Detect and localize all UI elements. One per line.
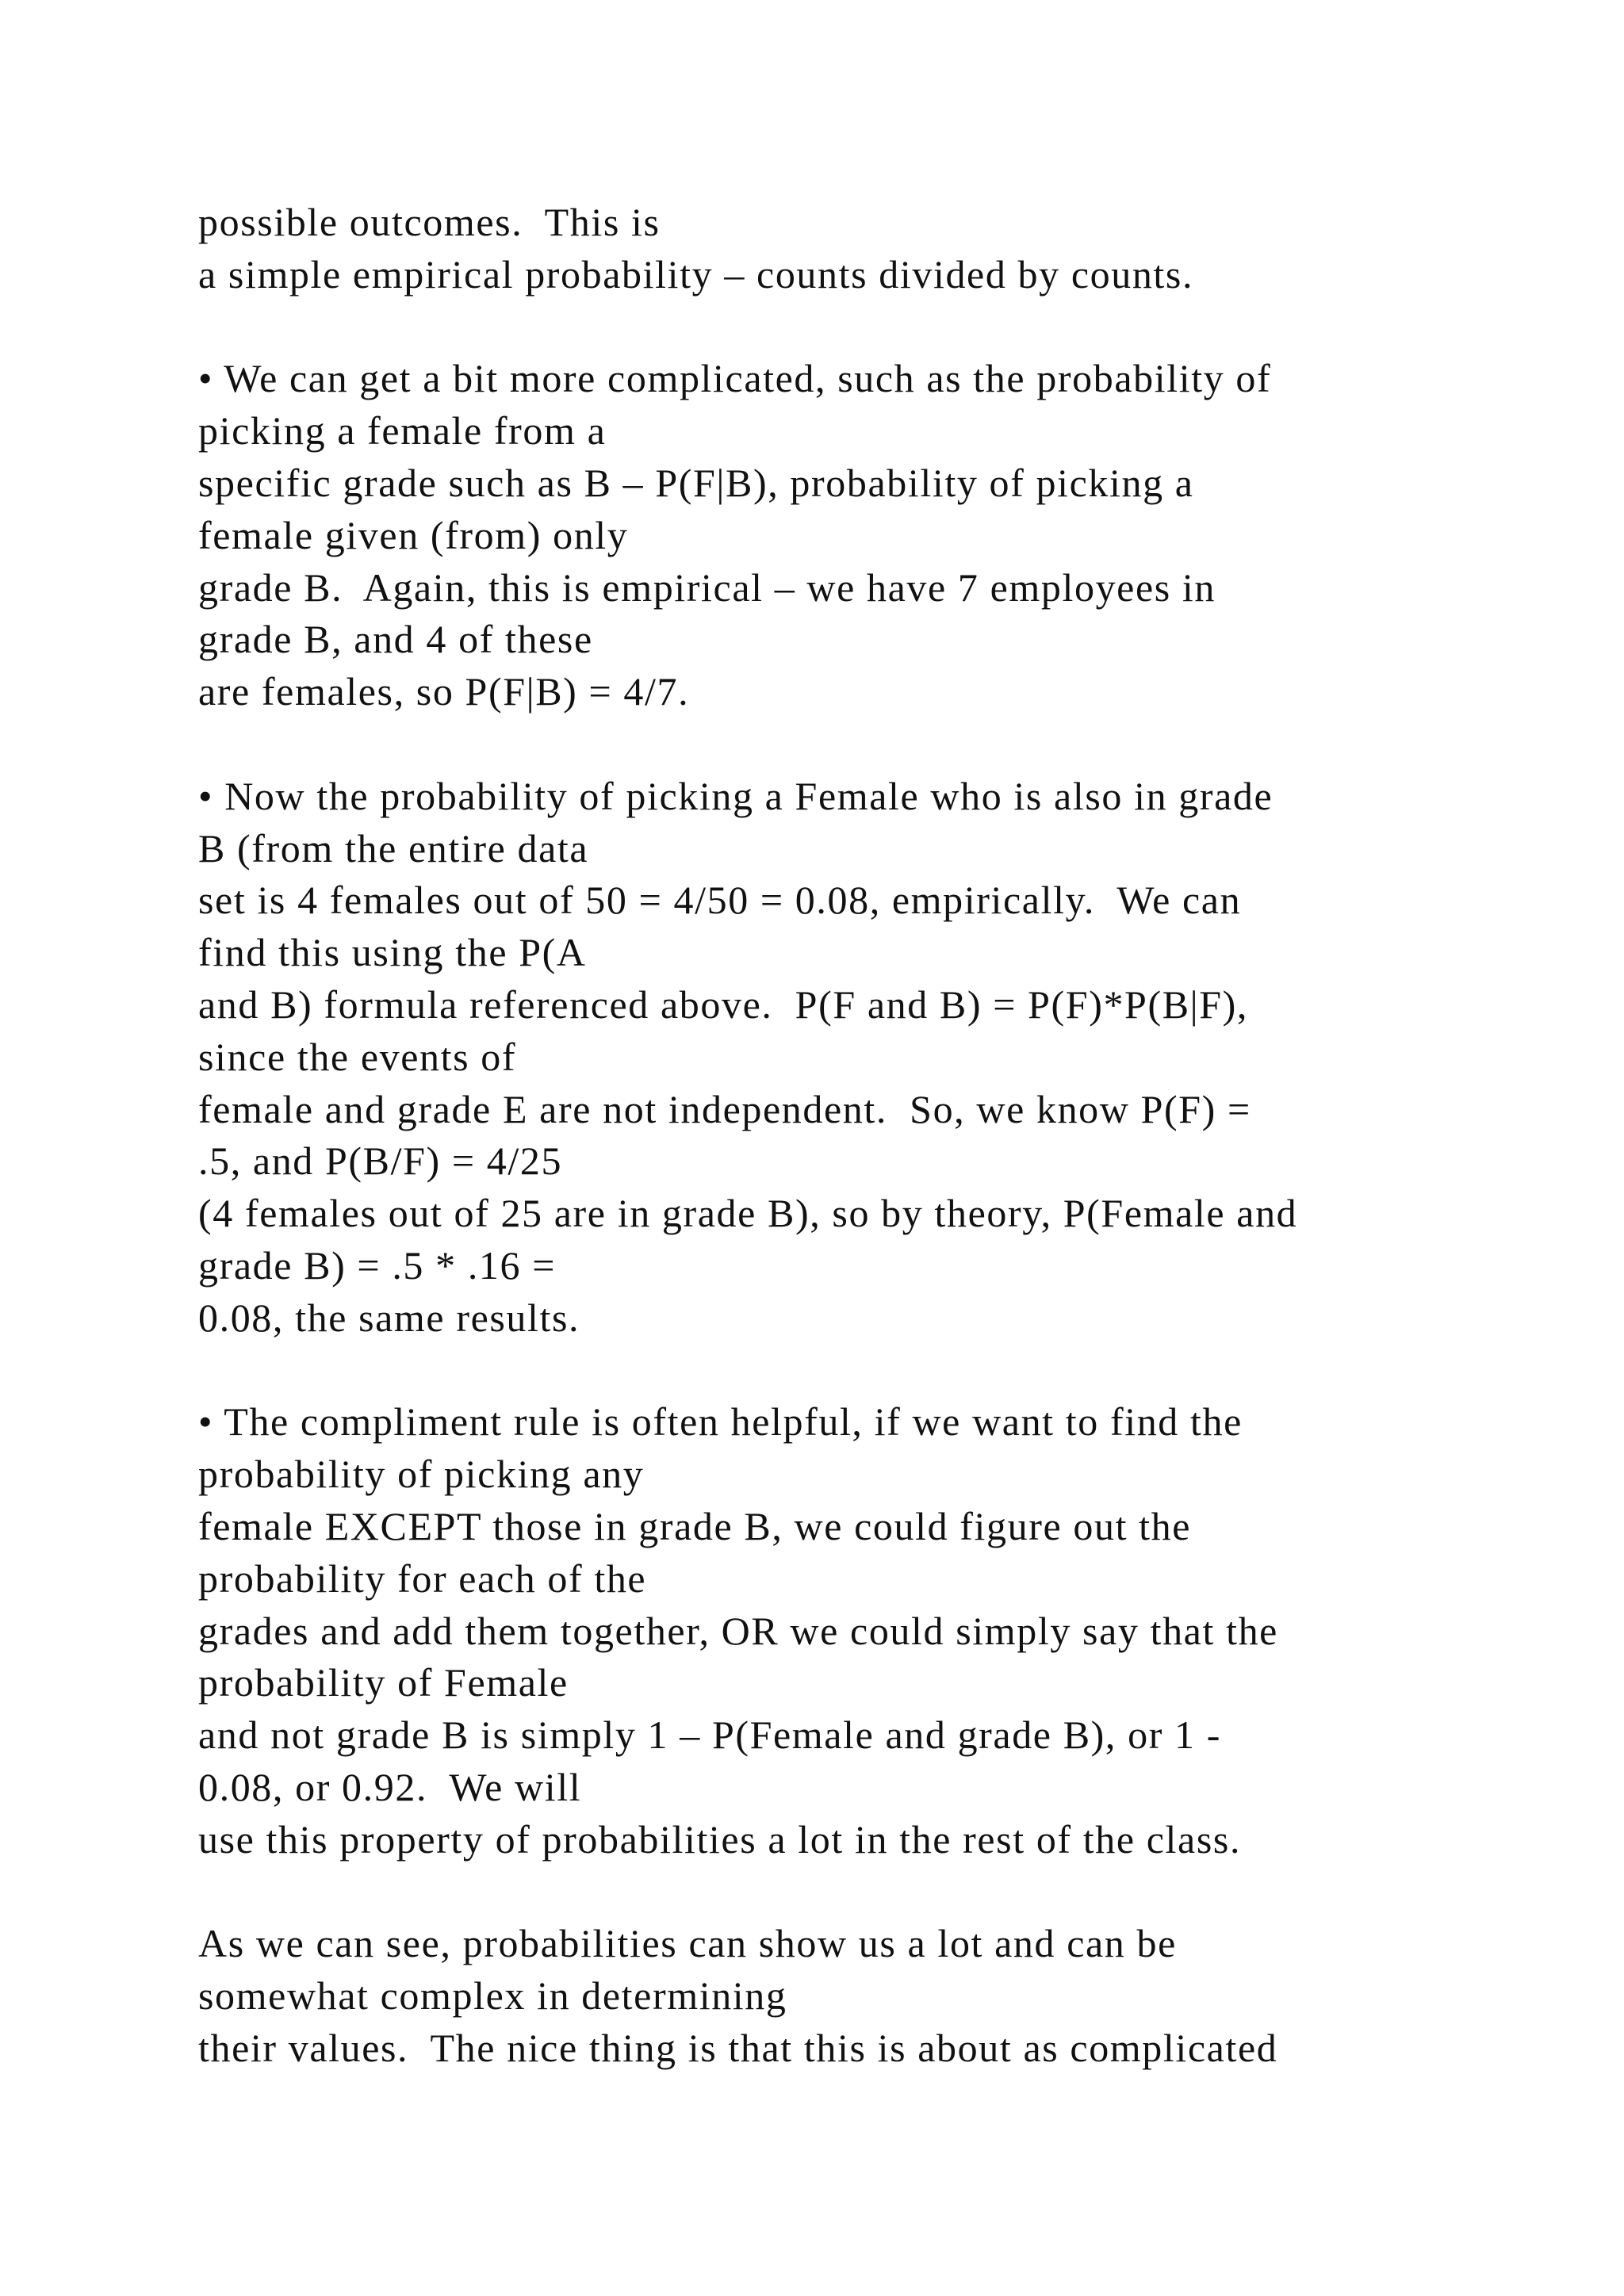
text-line: As we can see, probabilities can show us a lot and can be (198, 1921, 1177, 1966)
text-line: grade B, and 4 of these (198, 617, 593, 662)
text-line: female given (from) only (198, 512, 629, 557)
text-line: probability for each of the (198, 1556, 647, 1601)
text-line: • Now the probability of picking a Female who is also in grade (198, 773, 1274, 818)
text-line: 0.08, the same results. (198, 1295, 580, 1340)
paragraph-1 (198, 197, 1435, 301)
text-line: their values. The nice thing is that this is about as complicated (198, 2025, 1278, 2070)
paragraph-gap (198, 1345, 1435, 1397)
text-line: since the events of (198, 1034, 517, 1079)
text-line: (4 females out of 25 are in grade B), so by theory, P(Female and (198, 1191, 1298, 1236)
text-line: female and grade E are not independent. So, we know P(F) = (198, 1086, 1251, 1131)
body-text (198, 197, 1435, 2075)
text-line: specific grade such as B – P(F|B), probability of picking a (198, 460, 1194, 505)
text-line: 0.08, or 0.92. We will (198, 1764, 582, 1809)
text-line: female EXCEPT those in grade B, we could figure out the (198, 1503, 1192, 1548)
text-line: .5, and P(B/F) = 4/25 (198, 1138, 563, 1184)
text-line: grade B) = .5 * .16 = (198, 1242, 557, 1288)
text-line: picking a female from a (198, 408, 607, 453)
paragraph-gap (198, 1866, 1435, 1919)
text-line: set is 4 females out of 50 = 4/50 = 0.08, empirically. We can (198, 878, 1242, 923)
paragraph-gap (198, 718, 1435, 771)
text-line: use this property of probabilities a lot in the rest of the class. (198, 1816, 1242, 1862)
paragraph-2 (198, 353, 1435, 718)
text-line: possible outcomes. This is (198, 200, 661, 244)
text-line: find this using the P(A (198, 930, 587, 975)
paragraph-gap (198, 301, 1435, 354)
text-line: B (from the entire data (198, 825, 589, 871)
text-line: and B) formula referenced above. P(F and B) = P(F)*P(B|F), (198, 982, 1249, 1027)
text-line: probability of Female (198, 1660, 569, 1705)
text-line: and not grade B is simply 1 – P(Female and grade B), or 1 - (198, 1712, 1222, 1758)
paragraph-5 (198, 1918, 1435, 2074)
text-line: probability of picking any (198, 1452, 645, 1497)
paragraph-4 (198, 1396, 1435, 1866)
text-line: grade B. Again, this is empirical – we have 7 employees in (198, 564, 1216, 610)
text-line: grades and add them together, OR we could simply say that the (198, 1608, 1278, 1653)
text-line: • We can get a bit more complicated, such as the probability of (198, 356, 1272, 401)
paragraph-3 (198, 771, 1435, 1345)
text-line: a simple empirical probability – counts divided by counts. (198, 251, 1194, 297)
text-line: somewhat complex in determining (198, 1973, 787, 2019)
text-line: • The compliment rule is often helpful, if we want to find the (198, 1399, 1243, 1445)
text-line: are females, so P(F|B) = 4/7. (198, 669, 690, 714)
